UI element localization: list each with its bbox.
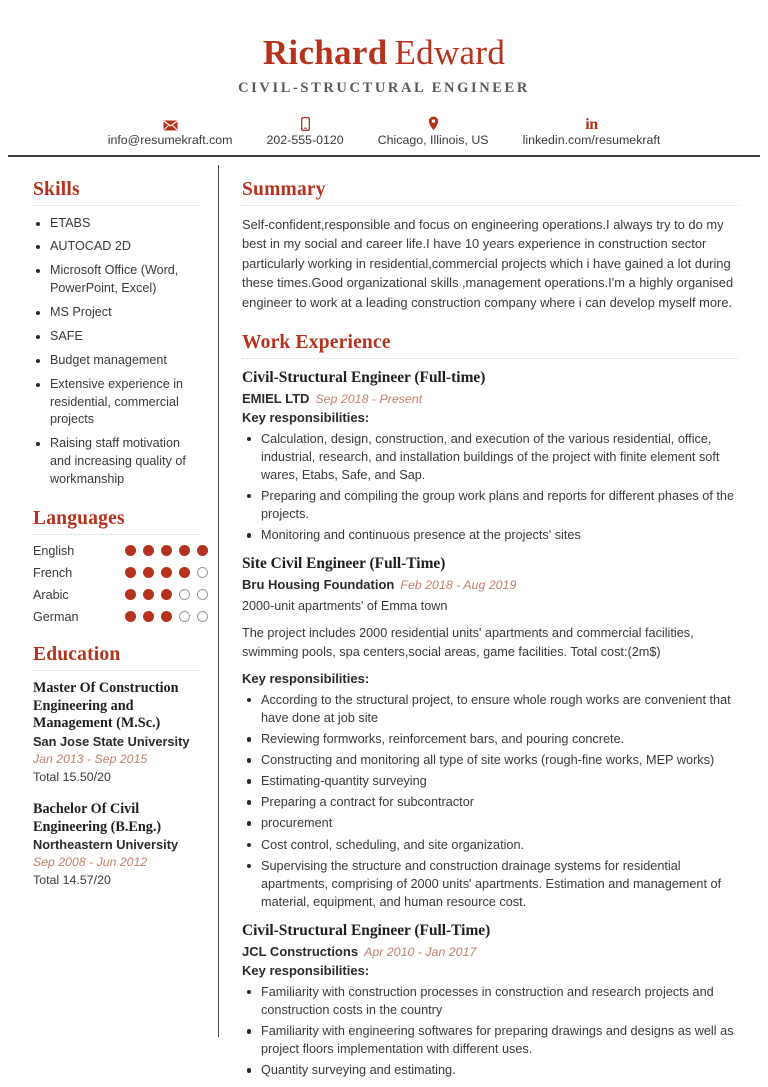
list-item: Calculation, design, construction, and execution of the various residential, office, industrial, research, and installation buildings of the project with finite element soft wares, Etabs, Safe, and Sap. bbox=[242, 430, 738, 484]
rating-dot-filled bbox=[179, 567, 190, 578]
language-name: English bbox=[33, 543, 75, 558]
rating-dot-empty bbox=[197, 611, 208, 622]
list-item: Raising staff motivation and increasing quality of workmanship bbox=[33, 435, 200, 489]
list-item: Extensive experience in residential, commercial projects bbox=[33, 376, 200, 430]
job-meta bbox=[242, 574, 738, 596]
list-item: Preparing and compiling the group work plans and reports for different phases of the projects. bbox=[242, 487, 738, 523]
job-entry bbox=[242, 368, 738, 545]
rating-dot-filled bbox=[143, 545, 154, 556]
list-item: SAFE bbox=[33, 328, 200, 346]
rating-dot-filled bbox=[161, 545, 172, 556]
education-dates: Jan 2013 - Sep 2015 bbox=[33, 751, 148, 766]
job-role: Civil-Structural Engineer (Full-Time) bbox=[242, 921, 491, 939]
list-item bbox=[33, 566, 200, 580]
job-meta bbox=[242, 388, 738, 410]
language-name: German bbox=[33, 609, 79, 624]
rating-dot-filled bbox=[125, 545, 136, 556]
rating-dot-empty bbox=[197, 589, 208, 600]
section-education bbox=[33, 644, 200, 889]
contact-item-linkedin[interactable] bbox=[506, 116, 678, 146]
list-item: Supervising the structure and construction drainage systems for residential apartments, comprising of 2000 units' apartments. Estimation and management of material, equipment, and human resource cost. bbox=[242, 857, 738, 911]
linkedin-icon bbox=[585, 116, 598, 134]
summary-heading: Summary bbox=[242, 178, 326, 200]
key-responsibilities-label: Key responsibilities: bbox=[242, 410, 370, 426]
skills-list bbox=[33, 215, 200, 489]
education-entry bbox=[33, 680, 200, 786]
list-item bbox=[33, 610, 200, 624]
section-skills bbox=[33, 179, 200, 489]
candidate-name bbox=[40, 34, 728, 71]
rating-dot-filled bbox=[125, 589, 136, 600]
education-total: Total 15.50/20 bbox=[33, 769, 111, 784]
rating-dot-filled bbox=[143, 567, 154, 578]
language-rating bbox=[125, 545, 208, 556]
languages-heading-rule bbox=[33, 534, 200, 535]
job-entry bbox=[242, 554, 738, 910]
rating-dot-filled bbox=[161, 567, 172, 578]
education-degree: Bachelor Of Civil Engineering (B.Eng.) bbox=[33, 800, 162, 835]
list-item bbox=[33, 588, 200, 602]
job-dates: Sep 2018 - Present bbox=[315, 391, 423, 406]
list-item: Cost control, scheduling, and site organization. bbox=[242, 836, 738, 854]
rating-dot-empty bbox=[197, 567, 208, 578]
rating-dot-filled bbox=[179, 545, 190, 556]
list-item: Familiarity with engineering softwares for preparing drawings and designs as well as project floors implementation with different uses. bbox=[242, 1022, 738, 1058]
education-heading: Education bbox=[33, 643, 121, 665]
language-name: Arabic bbox=[33, 587, 69, 602]
work-experience-heading: Work Experience bbox=[242, 331, 391, 353]
list-item: procurement bbox=[242, 814, 738, 832]
education-school: San Jose State University bbox=[33, 734, 190, 750]
rating-dot-filled bbox=[125, 567, 136, 578]
list-item: Familiarity with construction processes in construction and research projects and construction costs in the country bbox=[242, 983, 738, 1019]
contact-item-location[interactable] bbox=[361, 116, 506, 146]
candidate-first-name: Richard bbox=[262, 33, 388, 72]
rating-dot-filled bbox=[161, 611, 172, 622]
job-company: JCL Constructions bbox=[242, 943, 359, 959]
skills-heading-rule bbox=[33, 205, 200, 206]
job-role: Site Civil Engineer (Full-Time) bbox=[242, 555, 446, 573]
education-degree: Master Of Construction Engineering and Management (M.Sc.) bbox=[33, 679, 179, 732]
candidate-last-name: Edward bbox=[394, 33, 506, 72]
rating-dot-filled bbox=[125, 611, 136, 622]
rating-dot-empty bbox=[179, 611, 190, 622]
main-column bbox=[219, 157, 768, 1087]
rating-dot-empty bbox=[179, 589, 190, 600]
section-languages bbox=[33, 508, 200, 624]
section-summary bbox=[242, 179, 738, 313]
contact-phone-text: 202-555-0120 bbox=[266, 133, 344, 148]
list-item: Reviewing formworks, reinforcement bars, and pouring concrete. bbox=[242, 730, 738, 748]
job-company: Bru Housing Foundation bbox=[242, 577, 395, 593]
summary-heading-rule bbox=[242, 205, 738, 206]
contact-item-phone[interactable] bbox=[250, 116, 361, 146]
education-heading-rule bbox=[33, 670, 200, 671]
language-rating bbox=[125, 611, 208, 622]
summary-text: Self-confident,responsible and focus on engineering operations.I always try to do my best in my social and career life.I have 10 years experience in construction sector particularly working in residential,commercial projects which i have gained a lot during these times.Good organizational skills ,management operations.I'm a highly organised engineer to work at a leading construction company where i can develop myself more. bbox=[242, 216, 734, 310]
skills-heading: Skills bbox=[33, 178, 80, 200]
rating-dot-filled bbox=[143, 611, 154, 622]
rating-dot-filled bbox=[161, 589, 172, 600]
language-rating bbox=[125, 567, 208, 578]
resume-body bbox=[0, 157, 768, 1087]
list-item: Microsoft Office (Word, PowerPoint, Excel) bbox=[33, 262, 200, 298]
education-entry bbox=[33, 801, 200, 889]
sidebar-column bbox=[0, 157, 218, 1087]
list-item: Preparing a contract for subcontractor bbox=[242, 793, 738, 811]
list-item: Estimating-quantity surveying bbox=[242, 772, 738, 790]
list-item: Quantity surveying and estimating. bbox=[242, 1061, 738, 1079]
key-responsibilities-label: Key responsibilities: bbox=[242, 963, 370, 979]
job-subtitle: 2000-unit apartments' of Emma town bbox=[242, 598, 448, 613]
language-name: French bbox=[33, 565, 73, 580]
job-dates: Feb 2018 - Aug 2019 bbox=[400, 578, 517, 593]
contact-item-email[interactable] bbox=[91, 116, 250, 146]
job-bullets-list bbox=[242, 430, 738, 544]
list-item: Budget management bbox=[33, 352, 200, 370]
job-company: EMIEL LTD bbox=[242, 390, 310, 406]
section-work-experience bbox=[242, 332, 738, 1080]
phone-icon bbox=[301, 116, 310, 131]
key-responsibilities-label: Key responsibilities: bbox=[242, 671, 370, 687]
job-dates: Apr 2010 - Jan 2017 bbox=[364, 944, 477, 959]
list-item bbox=[33, 544, 200, 558]
job-bullets-list bbox=[242, 691, 738, 910]
education-school: Northeastern University bbox=[33, 837, 179, 853]
job-role: Civil-Structural Engineer (Full-time) bbox=[242, 368, 486, 386]
languages-heading: Languages bbox=[33, 507, 125, 529]
education-total: Total 14.57/20 bbox=[33, 872, 111, 887]
education-dates: Sep 2008 - Jun 2012 bbox=[33, 855, 148, 870]
contact-email-text: info@resumekraft.com bbox=[107, 133, 233, 148]
linkedin-glyph: in bbox=[585, 116, 598, 134]
job-description: The project includes 2000 residential units' apartments and commercial facilities, swimming pools, spa centers,social areas, game facilities. Total cost:(2m$) bbox=[242, 626, 694, 660]
list-item: According to the structural project, to ensure whole rough works are convenient that have done at job site bbox=[242, 691, 738, 727]
contact-linkedin-text: linkedin.com/resumekraft bbox=[522, 133, 661, 148]
list-item: Constructing and monitoring all type of site works (rough-fine works, MEP works) bbox=[242, 751, 738, 769]
email-icon bbox=[163, 116, 178, 131]
resume-header bbox=[0, 0, 768, 155]
job-bullets-list bbox=[242, 983, 738, 1079]
contact-info-row bbox=[40, 116, 728, 154]
list-item: Monitoring and continuous presence at the projects' sites bbox=[242, 526, 738, 544]
list-item: MS Project bbox=[33, 304, 200, 322]
languages-list bbox=[33, 544, 200, 624]
list-item: ETABS bbox=[33, 215, 200, 233]
work-experience-heading-rule bbox=[242, 358, 738, 359]
contact-location-text: Chicago, Illinois, US bbox=[377, 133, 489, 148]
list-item: AUTOCAD 2D bbox=[33, 238, 200, 256]
candidate-job-title: CIVIL-STRUCTURAL ENGINEER bbox=[238, 80, 530, 97]
location-pin-icon bbox=[428, 116, 439, 131]
job-entry bbox=[242, 921, 738, 1080]
rating-dot-filled bbox=[197, 545, 208, 556]
rating-dot-filled bbox=[143, 589, 154, 600]
language-rating bbox=[125, 589, 208, 600]
job-meta bbox=[242, 941, 738, 963]
